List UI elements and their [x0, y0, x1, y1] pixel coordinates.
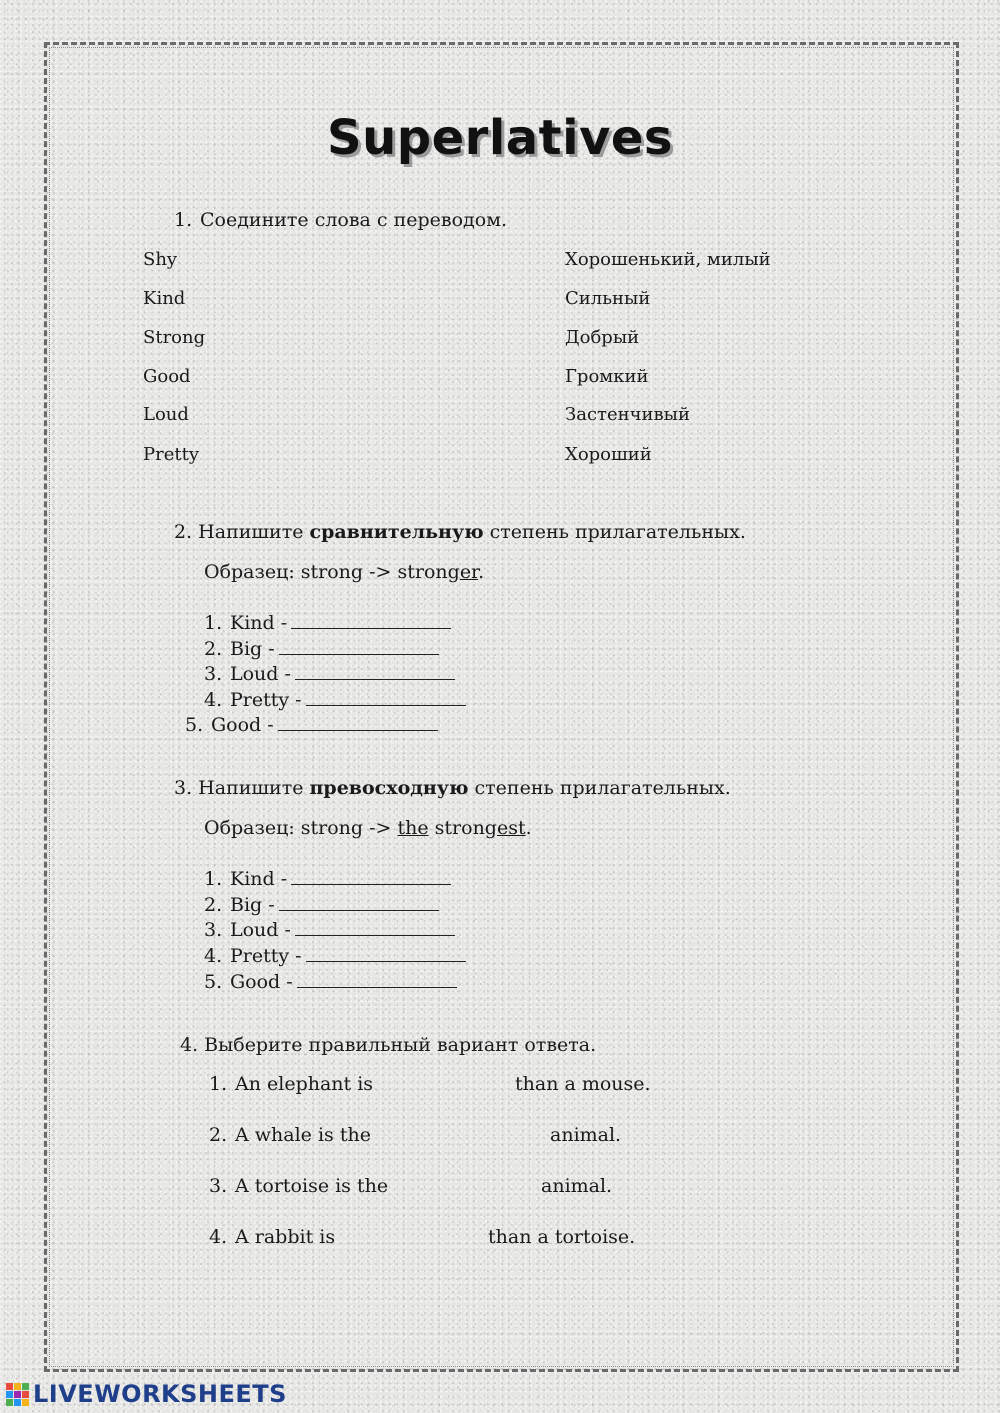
section2-example: Образец: strong -> stronger. — [204, 561, 485, 583]
section1-heading: 1. Соедините слова с переводом. — [174, 209, 508, 231]
section2-item: 5. Good - — [185, 713, 438, 736]
answer-dropdown[interactable] — [398, 1173, 536, 1199]
answer-blank[interactable] — [295, 918, 455, 936]
answer-dropdown[interactable] — [345, 1224, 483, 1250]
section2-item: 4. Pretty - — [204, 688, 466, 711]
section4-item-left: 4. A rabbit is — [209, 1226, 336, 1248]
answer-dropdown[interactable] — [385, 1071, 510, 1097]
section2-item: 3. Loud - — [204, 662, 455, 685]
section3-item: 2. Big - — [204, 893, 439, 916]
section4-item-left: 1. An elephant is — [209, 1073, 374, 1095]
answer-blank[interactable] — [295, 662, 455, 680]
english-word-loud: Loud — [143, 404, 189, 425]
section3-item: 4. Pretty - — [204, 944, 466, 967]
section3-item: 5. Good - — [204, 970, 457, 993]
section3-item: 3. Loud - — [204, 918, 455, 941]
section2-heading: 2. Напишите сравнительную степень прилагательных. — [174, 521, 746, 543]
worksheet-title: Superlatives — [327, 110, 673, 166]
answer-blank[interactable] — [306, 688, 466, 706]
section3-item: 1. Kind - — [204, 867, 451, 890]
answer-dropdown[interactable] — [385, 1122, 545, 1148]
answer-blank[interactable] — [291, 611, 451, 629]
section4-item-left: 2. A whale is the — [209, 1124, 371, 1146]
russian-word: Застенчивый — [565, 404, 690, 425]
english-word-kind: Kind — [143, 288, 186, 309]
russian-word: Сильный — [565, 288, 651, 309]
section3-heading: 3. Напишите превосходную степень прилагательных. — [174, 777, 731, 799]
answer-blank[interactable] — [279, 893, 439, 911]
section4-item-right: than a tortoise. — [488, 1226, 636, 1248]
english-word-good: Good — [143, 366, 191, 387]
russian-word: Хорошенький, милый — [565, 249, 771, 270]
section4-item-right: animal. — [550, 1124, 622, 1146]
logo-text: LIVEWORKSHEETS — [33, 1380, 287, 1408]
section4-item-left: 3. A tortoise is the — [209, 1175, 389, 1197]
russian-word: Хороший — [565, 444, 652, 465]
section3-example: Образец: strong -> the strongest. — [204, 817, 532, 839]
english-word-pretty: Pretty — [143, 444, 200, 465]
section4-item-right: animal. — [541, 1175, 613, 1197]
answer-blank[interactable] — [306, 944, 466, 962]
russian-word: Громкий — [565, 366, 649, 387]
section2-item: 2. Big - — [204, 637, 439, 660]
answer-blank[interactable] — [278, 713, 438, 731]
answer-blank[interactable] — [297, 970, 457, 988]
answer-blank[interactable] — [279, 637, 439, 655]
section4-heading: 4. Выберите правильный вариант ответа. — [180, 1034, 597, 1056]
english-word-strong: Strong — [143, 327, 206, 348]
logo-grid-icon — [6, 1383, 29, 1406]
answer-blank[interactable] — [291, 867, 451, 885]
russian-word: Добрый — [565, 327, 640, 348]
section4-item-right: than a mouse. — [515, 1073, 651, 1095]
english-word-shy: Shy — [143, 249, 178, 270]
liveworksheets-logo — [6, 1381, 287, 1407]
section2-item: 1. Kind - — [204, 611, 451, 634]
